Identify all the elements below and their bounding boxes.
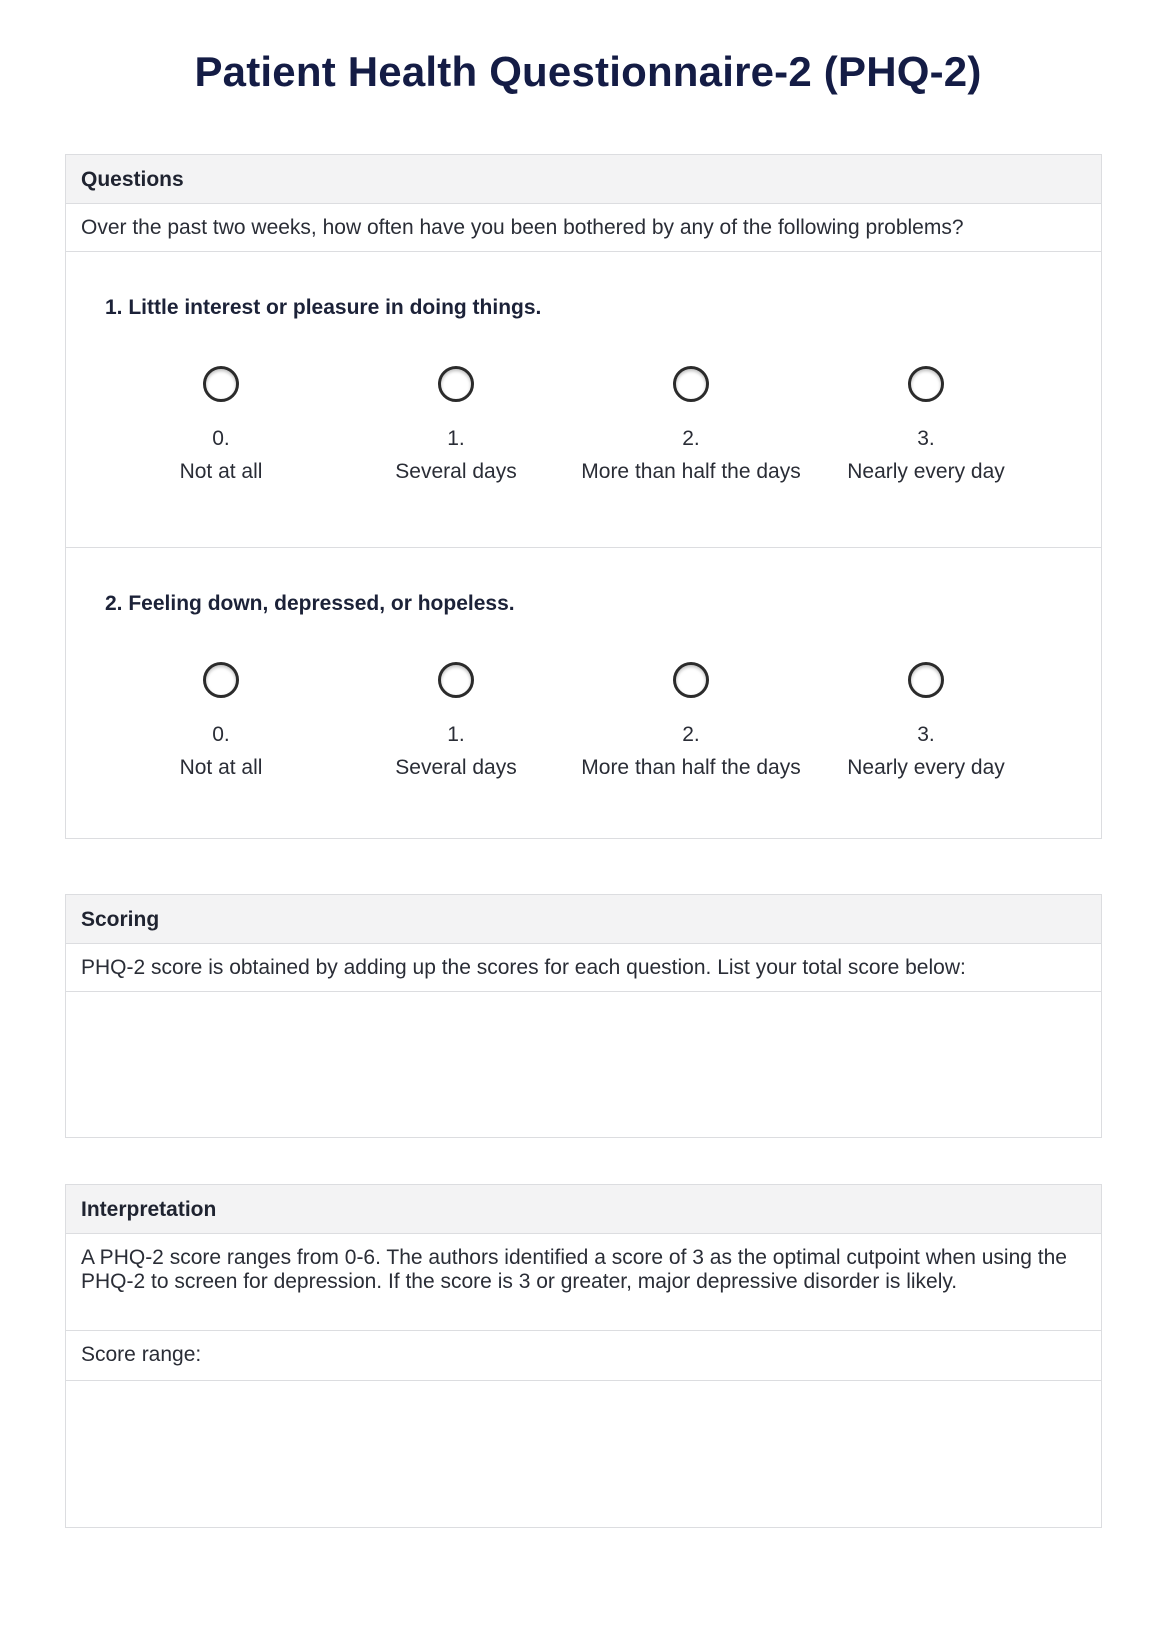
question-2-text: 2. Feeling down, depressed, or hopeless. <box>105 592 515 615</box>
option-label: Several days <box>395 460 517 483</box>
question-1 <box>66 252 1101 548</box>
question-2 <box>66 548 1101 838</box>
scoring-heading: Scoring <box>66 895 1101 944</box>
page-title: Patient Health Questionnaire-2 (PHQ-2) <box>194 48 982 95</box>
option-label: Nearly every day <box>847 756 1005 779</box>
interpretation-heading: Interpretation <box>66 1185 1101 1234</box>
option-number: 3. <box>917 427 935 450</box>
questions-section <box>65 154 1102 839</box>
radio-button[interactable] <box>908 366 944 402</box>
question-1-option-3[interactable] <box>806 366 1046 488</box>
radio-button[interactable] <box>438 366 474 402</box>
option-number: 1. <box>447 427 465 450</box>
questions-heading: Questions <box>66 155 1101 204</box>
questions-prompt: Over the past two weeks, how often have you been bothered by any of the following problems? <box>66 204 1101 252</box>
option-label: More than half the days <box>581 460 801 483</box>
scoring-section <box>65 894 1102 1138</box>
radio-button[interactable] <box>203 662 239 698</box>
option-label: Several days <box>395 756 517 779</box>
option-label: Not at all <box>179 756 263 779</box>
option-number: 0. <box>212 723 230 746</box>
radio-button[interactable] <box>203 366 239 402</box>
question-1-option-0[interactable] <box>101 366 341 488</box>
option-number: 2. <box>682 427 700 450</box>
radio-button[interactable] <box>908 662 944 698</box>
interpretation-text: A PHQ-2 score ranges from 0-6. The authors identified a score of 3 as the optimal cutpoint when using the PHQ-2 to screen for depression. If the score is 3 or greater, major depressive disorder is likely. <box>66 1234 1101 1331</box>
score-range-label: Score range: <box>66 1331 1101 1381</box>
question-1-option-1[interactable] <box>336 366 576 488</box>
question-2-option-0[interactable] <box>101 662 341 784</box>
option-label: Not at all <box>179 460 263 483</box>
radio-button[interactable] <box>673 366 709 402</box>
question-2-option-1[interactable] <box>336 662 576 784</box>
option-number: 1. <box>447 723 465 746</box>
question-2-option-3[interactable] <box>806 662 1046 784</box>
score-range-field[interactable] <box>66 1381 1101 1527</box>
option-number: 3. <box>917 723 935 746</box>
question-1-option-2[interactable] <box>571 366 811 488</box>
radio-button[interactable] <box>673 662 709 698</box>
question-2-option-2[interactable] <box>571 662 811 784</box>
option-number: 2. <box>682 723 700 746</box>
option-label: Nearly every day <box>847 460 1005 483</box>
question-1-text: 1. Little interest or pleasure in doing things. <box>105 296 542 319</box>
scoring-instructions: PHQ-2 score is obtained by adding up the scores for each question. List your total score below: <box>66 944 1101 992</box>
option-number: 0. <box>212 427 230 450</box>
option-label: More than half the days <box>581 756 801 779</box>
total-score-field[interactable] <box>66 992 1101 1137</box>
radio-button[interactable] <box>438 662 474 698</box>
interpretation-section <box>65 1184 1102 1528</box>
